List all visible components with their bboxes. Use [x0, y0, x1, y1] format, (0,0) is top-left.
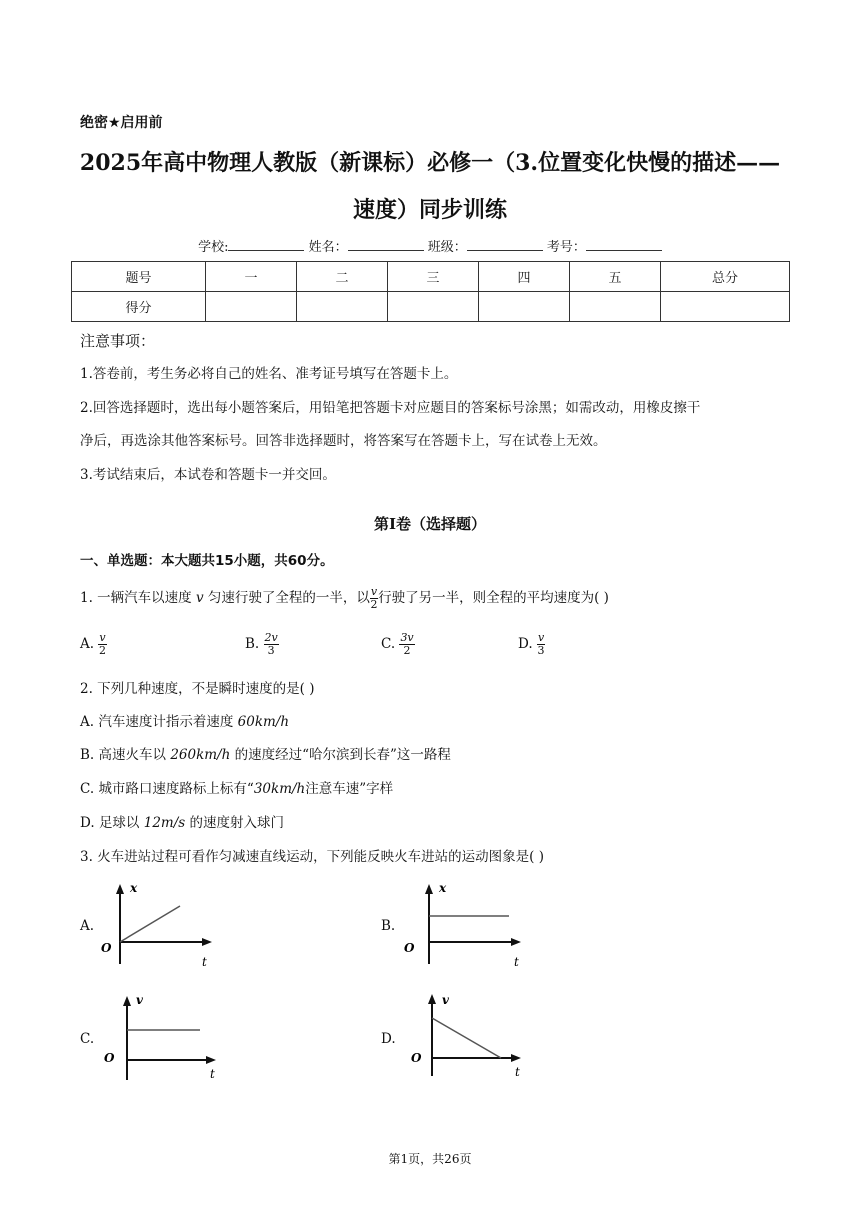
q1-text-mid: 匀速行驶了全程的一半，以 — [207, 590, 370, 606]
page-title-line2: 速度）同步训练 — [352, 197, 507, 223]
axis-x-label: t — [202, 955, 207, 969]
q3-option-a-label[interactable]: A. — [80, 918, 95, 934]
option-label: B. — [80, 747, 95, 763]
class-blank[interactable] — [467, 238, 543, 251]
frac-num: 2v — [264, 631, 278, 644]
score-table-score-row — [72, 292, 790, 322]
header-cell: 总分 — [661, 262, 790, 292]
notice-item: 1.答卷前，考生务必将自己的姓名、准考证号填写在答题卡上。 — [80, 366, 458, 382]
header-cell: 四 — [479, 262, 570, 292]
q1-text-after: 行驶了另一半，则全程的平均速度为( ) — [378, 590, 609, 606]
q3-option-b-label[interactable]: B. — [381, 918, 396, 934]
q1-option-c[interactable] — [381, 632, 415, 657]
school-blank[interactable] — [228, 238, 304, 251]
option-text: 高速火车以 — [98, 747, 167, 763]
notice-item: 2.回答选择题时，选出每小题答案后，用铅笔把答题卡对应题目的答案标号涂黑；如需改动，用橡皮擦干 — [80, 400, 701, 416]
frac-den: 2 — [98, 644, 106, 657]
subsection-title: 一、单选题：本大题共15小题，共60分。 — [80, 553, 334, 569]
question-3-stem: 3. 火车进站过程可看作匀减速直线运动，下列能反映火车进站的运动图象是( ) — [80, 849, 544, 865]
frac-den: 3 — [267, 644, 275, 657]
page-title-line1: 2025年高中物理人教版（新课标）必修一（3.位置变化快慢的描述—— — [79, 150, 781, 176]
q2-option-d[interactable] — [80, 811, 284, 831]
axis-y-label: x — [439, 881, 447, 895]
q1-text-before: 1. 一辆汽车以速度 — [80, 590, 192, 606]
axis-x-label: t — [210, 1067, 215, 1081]
option-text: 足球以 — [98, 815, 140, 831]
option-text: 汽车速度计指示着速度 — [98, 714, 234, 730]
name-label: 姓名： — [308, 240, 348, 255]
header-cell: 三 — [388, 262, 479, 292]
q3-option-b-graph[interactable] — [400, 880, 525, 970]
frac-den: 2 — [403, 644, 411, 657]
option-math: 12m/s — [143, 815, 186, 831]
score-table-header-row — [72, 262, 790, 292]
q3-option-d-graph[interactable] — [405, 990, 530, 1082]
class-label: 班级： — [427, 240, 467, 255]
section-title: 第I卷（选择题） — [373, 515, 487, 533]
q3-option-c-label[interactable]: C. — [80, 1031, 95, 1047]
axis-y-label: v — [442, 993, 449, 1007]
option-label: B. — [245, 636, 260, 652]
q2-option-c[interactable] — [80, 777, 393, 797]
header-cell: 一 — [206, 262, 297, 292]
q2-option-a[interactable] — [80, 710, 289, 730]
score-cell[interactable] — [661, 292, 790, 322]
score-cell[interactable] — [388, 292, 479, 322]
score-cell[interactable] — [297, 292, 388, 322]
axis-x-label: t — [515, 1065, 520, 1079]
option-label: D. — [80, 815, 95, 831]
header-cell: 五 — [570, 262, 661, 292]
origin-label: O — [104, 1051, 115, 1065]
name-blank[interactable] — [348, 238, 424, 251]
frac-den: 2 — [370, 598, 378, 611]
student-info-line — [0, 236, 860, 255]
frac-num: 3v — [400, 631, 414, 644]
exam-number-label: 考号： — [546, 240, 586, 255]
question-1-stem — [80, 586, 609, 611]
option-fraction — [98, 632, 106, 657]
frac-num: v — [99, 631, 106, 644]
option-text: 城市路口速度路标上标有“ — [98, 781, 254, 797]
option-math: 60km/h — [237, 714, 290, 730]
q1-option-a[interactable] — [80, 632, 107, 657]
frac-num: v — [537, 631, 545, 644]
option-text: 注意车速”字样 — [305, 781, 394, 797]
school-label: 学校: — [198, 240, 229, 255]
exam-number-blank[interactable] — [586, 238, 662, 251]
header-cell: 二 — [297, 262, 388, 292]
notice-title: 注意事项： — [80, 332, 156, 350]
option-label: A. — [80, 636, 95, 652]
option-math: 30km/h — [253, 781, 306, 797]
axis-y-label: x — [130, 881, 138, 895]
confidential-label: 绝密★启用前 — [80, 115, 163, 131]
frac-num: v — [370, 585, 378, 598]
axis-x-label: t — [514, 955, 519, 969]
option-text: 的速度经过“哈尔滨到长春”这一路程 — [234, 747, 451, 763]
header-cell: 题号 — [72, 262, 206, 292]
option-label: D. — [518, 636, 533, 652]
origin-label: O — [101, 941, 112, 955]
option-fraction — [264, 632, 279, 657]
score-cell[interactable] — [206, 292, 297, 322]
score-cell[interactable] — [570, 292, 661, 322]
q3-option-d-label[interactable]: D. — [381, 1031, 396, 1047]
notice-item: 3.考试结束后，本试卷和答题卡一并交回。 — [80, 467, 336, 483]
score-row-label: 得分 — [72, 292, 206, 322]
option-label: C. — [80, 781, 95, 797]
score-cell[interactable] — [479, 292, 570, 322]
frac-den: 3 — [537, 644, 545, 657]
origin-label: O — [404, 941, 415, 955]
question-2-stem: 2. 下列几种速度，不是瞬时速度的是( ) — [80, 681, 315, 697]
q1-fraction — [370, 586, 378, 611]
option-text: 的速度射入球门 — [189, 815, 284, 831]
q2-option-b[interactable] — [80, 743, 451, 763]
q3-option-c-graph[interactable] — [100, 992, 225, 1084]
axis-y-label: v — [136, 993, 143, 1007]
option-fraction — [399, 632, 414, 657]
q3-option-a-graph[interactable] — [98, 880, 218, 970]
page-footer: 第1页，共26页 — [388, 1152, 472, 1166]
q1-option-d[interactable] — [518, 632, 545, 657]
notice-item: 净后，再选涂其他答案标号。回答非选择题时，将答案写在答题卡上，写在试卷上无效。 — [80, 433, 607, 449]
origin-label: O — [411, 1051, 422, 1065]
q1-option-b[interactable] — [245, 632, 279, 657]
option-fraction — [537, 632, 545, 657]
option-math: 260km/h — [170, 747, 231, 763]
score-table — [71, 261, 790, 322]
q1-var-v: v — [195, 590, 204, 606]
option-label: A. — [80, 714, 95, 730]
option-label: C. — [381, 636, 396, 652]
